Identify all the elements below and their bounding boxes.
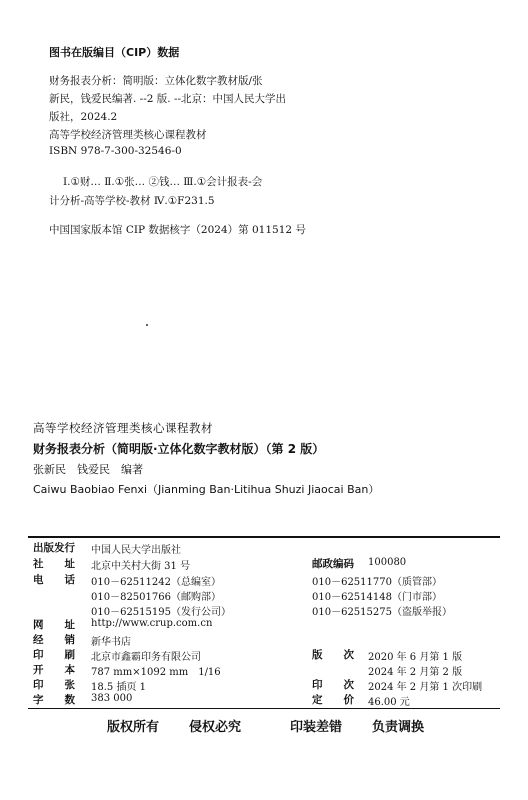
format-value: 787 mm×1092 mm 1/16	[91, 667, 221, 678]
distributor-value: 新华书店	[91, 637, 131, 648]
words-label: 字 数	[33, 694, 75, 706]
edition-first: 2020 年 6 月第 1 版	[368, 652, 463, 663]
cip-class-line2: 计分析-高等学校-教材 Ⅳ.①F231.5	[49, 195, 215, 207]
printing-value: 2024 年 2 月第 1 次印刷	[368, 682, 483, 693]
words-value: 383 000	[91, 693, 133, 704]
edition-label: 版 次	[312, 649, 354, 661]
phone-piracy: 010－62515275（盗版举报）	[312, 607, 452, 618]
sheets-value: 18.5 插页 1	[91, 682, 146, 693]
postcode-value: 100080	[368, 557, 407, 568]
printer-value: 北京市鑫霸印务有限公司	[91, 652, 201, 663]
sheets-label: 印 张	[33, 679, 75, 691]
edition-second: 2024 年 2 月第 2 版	[368, 667, 463, 678]
address-value: 北京中关村大街 31 号	[91, 561, 191, 572]
rights-all-reserved: 版权所有	[107, 720, 160, 735]
book-pinyin-title: Caiwu Baobiao Fenxi（Jianming Ban·Litihua Shuzi Jiaocai Ban）	[33, 483, 380, 496]
bottom-rule	[28, 708, 500, 709]
book-authors: 张新民 钱爱民 编著	[33, 463, 143, 476]
website-value: http://www.crup.com.cn	[91, 618, 213, 629]
cip-series: 高等学校经济管理类核心课程教材	[49, 129, 207, 141]
cip-class-line1: Ⅰ.①财… Ⅱ.①张… ②钱… Ⅲ.①会计报表-会	[63, 176, 263, 188]
rights-infringement: 侵权必究	[189, 720, 242, 735]
address-label: 社 址	[33, 558, 75, 570]
printer-label: 印 刷	[33, 649, 75, 661]
cip-isbn: ISBN 978-7-300-32546-0	[49, 145, 182, 157]
phone-mail-order: 010－82501766（邮购部）	[91, 592, 221, 603]
book-title: 财务报表分析（简明版·立体化数字教材版）（第 2 版）	[33, 442, 325, 456]
phone-distribution: 010－62515195（发行公司）	[91, 607, 231, 618]
phone-quality: 010－62511770（质管部）	[312, 577, 442, 588]
printing-label: 印 次	[312, 679, 354, 691]
postcode-label: 邮政编码	[312, 558, 354, 570]
price-label: 定 价	[312, 694, 354, 706]
cip-heading: 图书在版编目（CIP）数据	[49, 46, 180, 59]
website-label: 网 址	[33, 619, 75, 631]
cip-entry-line1: 财务报表分析：简明版：立体化数字教材版/张	[49, 75, 263, 87]
cip-entry-line2: 新民，钱爱民编著. --2 版. --北京：中国人民大学出	[49, 93, 287, 105]
publisher-label: 出版发行	[33, 542, 75, 554]
distributor-label: 经 销	[33, 634, 75, 646]
stray-dot	[146, 324, 148, 326]
book-series: 高等学校经济管理类核心课程教材	[33, 421, 213, 435]
format-label: 开 本	[33, 664, 75, 676]
publisher-value: 中国人民大学出版社	[91, 545, 181, 556]
top-rule	[28, 536, 500, 538]
cip-number: 中国国家版本馆 CIP 数据核字（2024）第 011512 号	[49, 224, 306, 236]
price-value: 46.00 元	[368, 697, 410, 708]
phone-label: 电 话	[33, 574, 75, 586]
phone-editorial: 010－62511242（总编室）	[91, 577, 221, 588]
rights-replacement: 负责调换	[372, 720, 425, 735]
phone-store: 010－62514148（门市部）	[312, 592, 442, 603]
cip-entry-line3: 版社，2024.2	[49, 111, 118, 123]
rights-print-errors: 印装差错	[290, 720, 343, 735]
